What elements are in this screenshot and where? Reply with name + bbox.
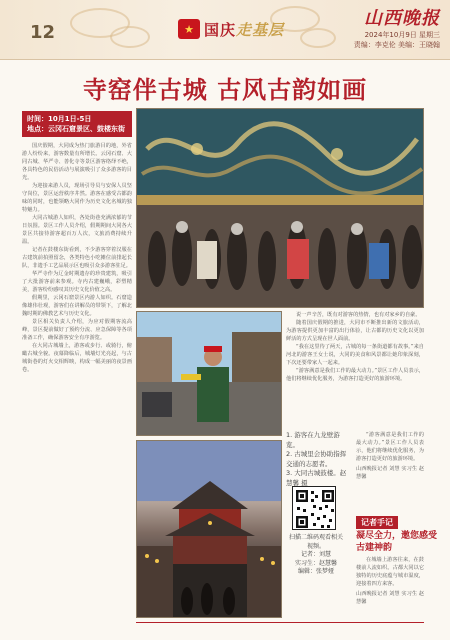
photo-drawing	[137, 109, 424, 308]
info-box	[22, 111, 132, 137]
paragraph: 华严寺作为辽金时期遗存的珍贵建筑，吸引了大批游客前来参观。寺内古建巍峨，彩塑精美，游客纷纷感叹其历史文化价值之高。	[22, 271, 132, 293]
paragraph: 为迎接来游人员，现场引导员与安保人员坚守岗位，景区运营秩序井然。游客在感受古都韵味的同时，也能领略大同作为历史文化名城的独特魅力。	[22, 183, 132, 213]
masthead-editors: 责编：李克伦 美编：王晓翰	[353, 41, 440, 49]
photo-nine-dragon-wall	[136, 108, 424, 308]
notebook-title: 凝尽全力，邀您感受古建神韵	[356, 531, 438, 553]
page-number: 12	[30, 22, 56, 43]
cloud-ornament	[300, 28, 336, 48]
caption-3: 3. 大同古城鼓楼。赵慧馨 摄	[286, 469, 347, 487]
photo-captions	[286, 431, 352, 488]
paragraph: 在大同古城墙上，游客或步行、或骑行，俯瞰古城全貌。夜幕降临后，城墙灯光亮起，与古城街巷的灯火交相辉映，构成一幅美丽的夜景画卷。	[22, 343, 132, 373]
info-location: 地点：云冈石窟景区、鼓楼东街	[27, 125, 125, 133]
caption-2: 2. 古城里会协助指挥交通的志愿者。	[286, 450, 347, 468]
paragraph: “我在这里待了两天，古城的每一条街道都有故事。”来自河北的游客王女士说，大同的美食和风景都让她印象深刻，下次还要带家人一起来。	[286, 344, 424, 366]
cloud-ornament	[110, 26, 150, 48]
article-column-right-lower	[356, 431, 424, 511]
page-headline: 寺窑伴古城 古风古韵如画	[82, 76, 368, 104]
notebook-tag: 记者手记	[356, 516, 398, 529]
section-name-red: 国庆	[204, 20, 237, 39]
section-title	[204, 19, 284, 40]
section-banner	[178, 16, 284, 42]
notebook-byline: 山西晚报记者 刘慧 实习生 赵慧馨	[356, 591, 424, 605]
article-byline: 山西晚报记者 刘慧 实习生 赵慧馨	[356, 466, 424, 480]
flag-icon: ★	[178, 19, 200, 39]
photo-drum-tower	[136, 440, 282, 618]
qr-code[interactable]	[292, 486, 336, 530]
paragraph: “游客满意是我们工作的最大动力。”景区工作人员表示，他们将继续优化服务，为游客打造更好的旅游环境。	[356, 432, 424, 462]
photo-drawing	[137, 312, 282, 436]
photo-drawing	[137, 441, 282, 618]
qr-caption-line: 记者：刘慧	[300, 551, 331, 558]
paragraph: “游客满意是我们工作的最大动力。”景区工作人员表示，他们将继续优化服务，为游客打造更好的旅游环境。	[286, 368, 424, 382]
masthead-logo: 山西晚报	[364, 8, 440, 29]
paragraph: 国庆假期，大同成为热门旅游目的地，外省游人纷纷来，游客数量有所增长。云冈石窟、大同古城、华严寺、善化寺等景区游客络绎不绝，各具特色的民俗活动与展演吸引了众多游客的目光。	[22, 143, 132, 181]
caption-1: 1. 游客在九龙壁游览。	[286, 431, 340, 449]
paragraph: 大同古城游人如织，各处街巷充满浓郁的节日氛围。景区工作人员介绍，假期期间大同各大景区共接待游客超百万人次，文旅消费持续升温。	[22, 215, 132, 245]
masthead-date: 2024年10月9日 星期三	[364, 31, 440, 39]
page-header	[0, 0, 450, 60]
qr-caption-line: 实习生：赵慧馨	[294, 559, 337, 567]
photo-volunteer	[136, 311, 282, 436]
article-column-right	[286, 311, 424, 427]
paragraph: 假期里，云冈石窟景区内游人如织。石窟造像雄伟壮观，游客们在讲解员的带领下，了解北魏时期的佛教艺术与历史文化。	[22, 295, 132, 317]
info-time: 时间：10月1日-5日	[27, 115, 92, 123]
paragraph: 随着国庆假期的推进，大同市不断推出新的文旅活动，为游客提供更加丰富的出行体验，让古都的历史文化以更加鲜活的方式呈现在世人面前。	[286, 320, 424, 342]
qr-caption-line: 编辑：张梦娅	[297, 568, 334, 575]
paragraph: 说一声辛苦，既有对游客的热情，也有对家乡的自豪。	[296, 312, 421, 318]
qr-code-icon	[293, 487, 337, 531]
section-name-gold: 走基层	[236, 20, 285, 39]
article-column-left	[22, 142, 132, 618]
paragraph: 在城墙上游客往来，在鼓楼前人流如织。古都大同以它独特的历史底蕴与城市温度，迎接着四方来客。	[356, 557, 424, 587]
masthead	[344, 4, 440, 50]
paragraph: 景区相关负责人介绍，为应对假期客流高峰，景区提前做好了预约分流、应急保障等各项准备工作，确保游客安全有序游览。	[22, 319, 132, 341]
notebook-body	[356, 556, 424, 618]
qr-caption-line: 扫描二维码观看相关视频。	[288, 534, 343, 550]
qr-caption	[288, 534, 344, 577]
paragraph: 记者在鼓楼东街看到，不少游客穿着汉服在古建筑前拍照留念，各类特色小吃摊位前排起长队，非遗手工艺品展示区也吸引众多游客驻足。	[22, 247, 132, 269]
divider	[136, 622, 424, 623]
